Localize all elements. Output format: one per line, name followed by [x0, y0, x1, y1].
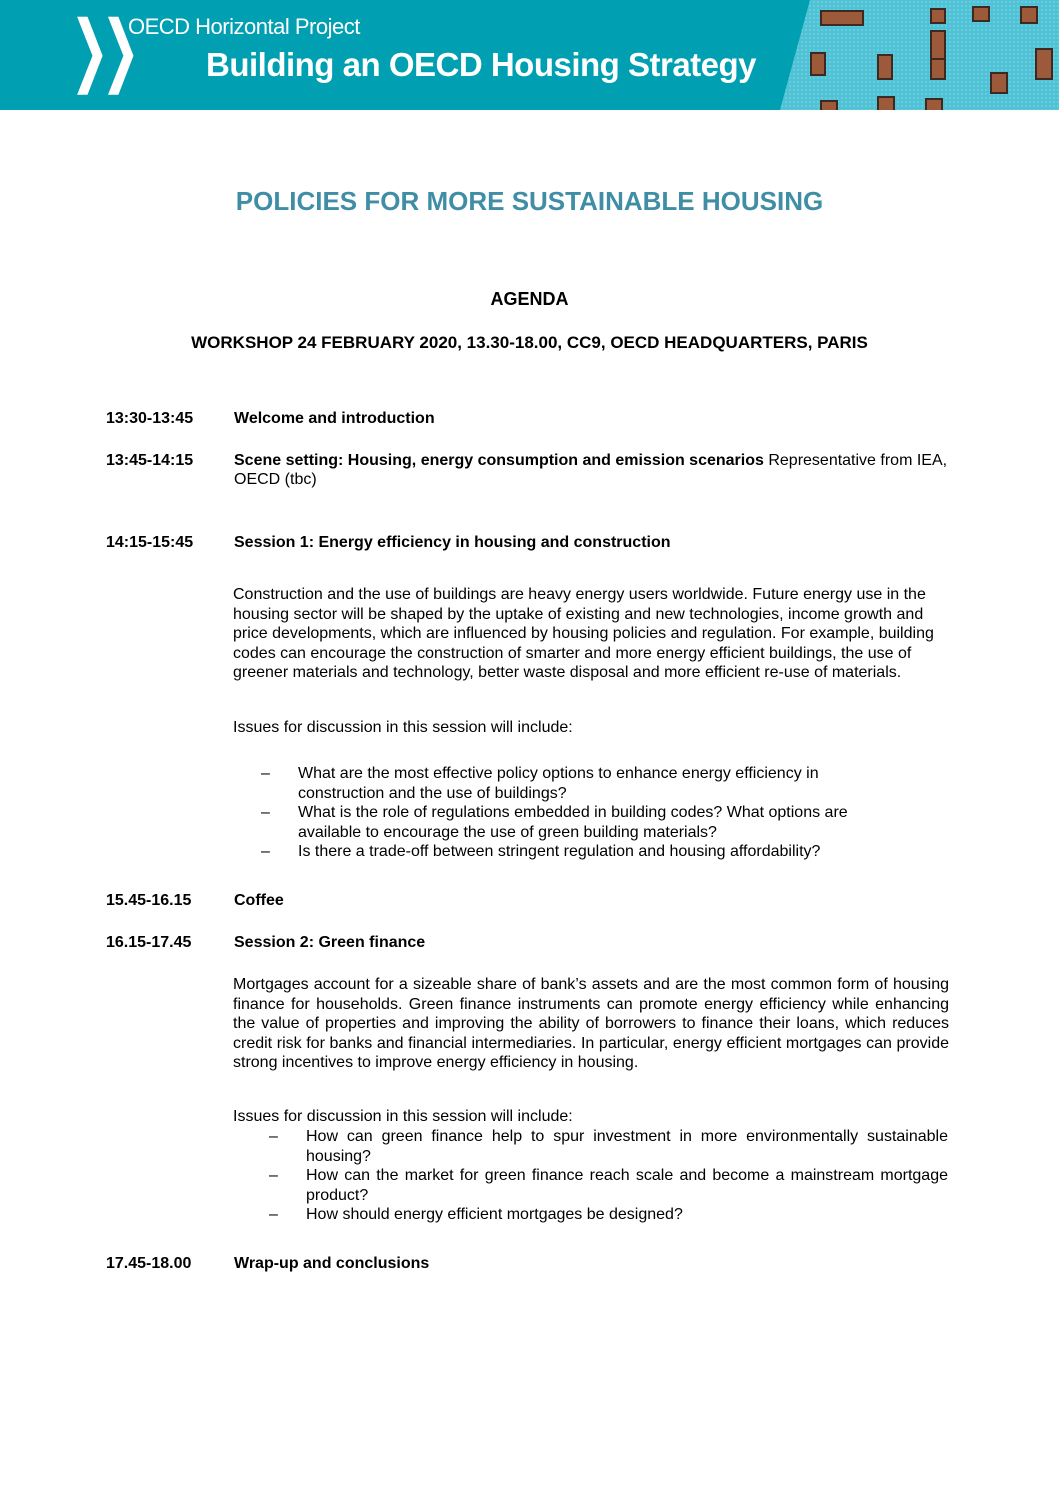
header-banner: [0, 0, 1059, 110]
session2-issues-intro: Issues for discussion in this session will include:: [233, 1108, 573, 1125]
agenda-title: Session 2: Green finance: [234, 934, 426, 951]
issue-item: – How should energy efficient mortgages be designed?: [269, 1206, 683, 1224]
agenda-title: Wrap-up and conclusions: [234, 1255, 430, 1272]
issue-item: – What are the most effective policy options to enhance energy efficiency in construction and the use of buildings?: [261, 765, 819, 802]
session1-issues-list: [261, 764, 898, 862]
agenda-time: 16.15-17.45: [106, 934, 192, 951]
issue-item: – How can green finance help to spur investment in more environmentally sustainable housing?: [269, 1128, 948, 1165]
agenda-speakers: Representative from IEA, OECD (tbc): [234, 452, 948, 488]
agenda-time: 14:15-15:45: [106, 534, 194, 551]
session1-issues-intro: Issues for discussion in this session will include:: [233, 719, 573, 736]
oecd-logo-chevron-icon: ❯❯: [70, 5, 132, 93]
agenda-title: Coffee: [234, 892, 284, 909]
project-title: Building an OECD Housing Strategy: [206, 46, 757, 83]
session1-description: Construction and the use of buildings are heavy energy users worldwide. Future energy use in the housing sector will be shaped by the uptake of existing and new technologies, income growth and price developments, which are influenced by housing policies and regulation. For example, building codes can encourage the construction of smarter and more energy efficient buildings, the use of greener materials and technology, better waste disposal and more efficient re-use of materials.: [233, 586, 934, 682]
agenda-time: 15.45-16.15: [106, 892, 192, 909]
building-photo: [780, 0, 1059, 110]
agenda-title: Session 1: Energy efficiency in housing and construction: [234, 534, 671, 551]
session2-issues-list: [269, 1127, 948, 1225]
workshop-subtitle: WORKSHOP 24 FEBRUARY 2020, 13.30-18.00, CC9, OECD HEADQUARTERS, PARIS: [191, 333, 868, 352]
page-title: POLICIES FOR MORE SUSTAINABLE HOUSING: [235, 186, 824, 216]
agenda-heading: AGENDA: [490, 289, 569, 309]
agenda-time: 13:30-13:45: [106, 410, 194, 427]
issue-item: – How can the market for green finance reach scale and become a mainstream mortgage product?: [269, 1167, 948, 1204]
agenda-time: 17.45-18.00: [106, 1255, 192, 1272]
agenda-time: 13:45-14:15: [106, 452, 194, 469]
issue-item: – What is the role of regulations embedded in building codes? What options are available to encourage the use of green building materials?: [261, 804, 848, 841]
issue-item: – Is there a trade-off between stringent regulation and housing affordability?: [261, 843, 821, 861]
session2-description: Mortgages account for a sizeable share of bank’s assets and are the most common form of housing finance for households. Green finance instruments can promote energy efficiency while enhancing the value of properties and improving the ability of borrowers to finance their loans, which reduces credit risk for banks and financial intermediaries. In particular, energy efficient mortgages can provide strong incentives to improve energy efficiency in housing.: [233, 976, 949, 1072]
agenda-title: Scene setting: Housing, energy consumption and emission scenarios: [234, 452, 764, 469]
project-label: OECD Horizontal Project: [128, 14, 360, 39]
agenda-title: Welcome and introduction: [234, 410, 435, 427]
